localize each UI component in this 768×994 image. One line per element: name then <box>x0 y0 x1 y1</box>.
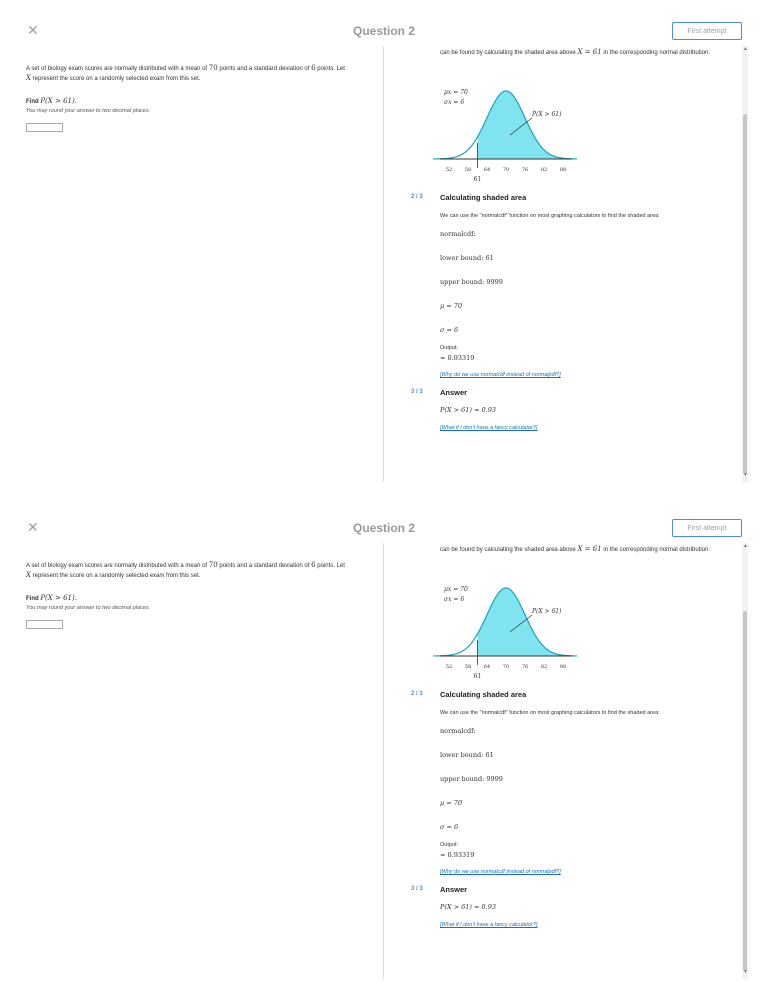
solution-intro: can be found by calculating the shaded area above X = 61 in the corresponding normal distribution: <box>440 545 711 553</box>
shaded-area <box>478 588 578 656</box>
header <box>0 0 768 46</box>
output-label: Output: <box>440 345 459 351</box>
tick-label: 58 <box>464 167 472 173</box>
marker-label: 61 <box>473 673 482 680</box>
question-title: Question 2 <box>352 24 415 38</box>
step-3-title: Answer <box>440 388 468 397</box>
tick-label: 64 <box>483 664 491 670</box>
output-value: ≈ 0.93319 <box>440 851 475 859</box>
find-prompt: Find P(X > 61). <box>26 594 77 602</box>
step-3-number: 3 / 3 <box>411 389 423 395</box>
answer-input[interactable] <box>26 620 63 629</box>
shaded-area <box>478 91 578 159</box>
tick-label: 64 <box>483 167 491 173</box>
scroll-down-icon[interactable]: ▼ <box>743 472 748 478</box>
mu-value: μ = 70 <box>440 799 463 807</box>
upper-bound: upper bound: 9999 <box>440 775 503 783</box>
sigma-value: σ = 6 <box>440 823 459 831</box>
prob-label: P(X > 61) <box>532 608 562 615</box>
fn-name: normalcdf: <box>440 230 476 238</box>
header <box>0 497 768 543</box>
output-value: ≈ 0.93319 <box>440 354 475 362</box>
rounding-hint: You may round your answer to two decimal places. <box>26 107 151 114</box>
divider <box>383 46 384 482</box>
mu-value: μ = 70 <box>440 302 463 310</box>
tick-label: 76 <box>521 167 529 173</box>
tick-label: 88 <box>559 664 567 670</box>
output-label: Output: <box>440 842 459 848</box>
scrollbar-thumb[interactable] <box>743 611 747 971</box>
tick-label: 82 <box>540 664 548 670</box>
fn-name: normalcdf: <box>440 727 476 735</box>
lower-bound: lower bound: 61 <box>440 751 494 759</box>
calculator-link[interactable]: [What if I don't have a fancy calculator?] <box>440 922 538 928</box>
step-2-title: Calculating shaded area <box>440 690 527 699</box>
prob-label: P(X > 61) <box>532 111 562 118</box>
rounding-hint: You may round your answer to two decimal places. <box>26 604 151 611</box>
problem-text: A set of biology exam scores are normally distributed with a mean of 70 points and a standard deviation of 6 points. Let X represent the score on a randomly selected exam from this set. Find P(X > 61). You may round your answer to two decimal places. <box>26 561 376 612</box>
sigma-value: σ = 6 <box>440 326 459 334</box>
final-answer: P(X > 61) ≈ 0.93 <box>440 406 496 414</box>
step-2-number: 2 / 3 <box>411 194 423 200</box>
step-2-text: We can use the "normalcdf" function on most graphing calculators to find the shaded area: <box>440 710 660 716</box>
answer-input[interactable] <box>26 123 63 132</box>
upper-bound: upper bound: 9999 <box>440 278 503 286</box>
tick-label: 52 <box>445 167 453 173</box>
step-3-title: Answer <box>440 885 468 894</box>
scroll-up-icon[interactable]: ▲ <box>743 543 748 549</box>
find-prompt: Find P(X > 61). <box>26 97 77 105</box>
scrollbar-thumb[interactable] <box>743 114 747 474</box>
tick-label: 70 <box>502 664 510 670</box>
tick-label: 76 <box>521 664 529 670</box>
sigma-label: σx = 6 <box>444 596 465 603</box>
normalcdf-link[interactable]: [Why do we use normalcdf instead of normalpdf?] <box>440 869 561 875</box>
tick-label: 82 <box>540 167 548 173</box>
attempt-button[interactable]: First attempt <box>672 519 742 537</box>
step-3-number: 3 / 3 <box>411 886 423 892</box>
mu-label: μx = 70 <box>444 89 468 96</box>
calculator-link[interactable]: [What if I don't have a fancy calculator?] <box>440 425 538 431</box>
attempt-button[interactable]: First attempt <box>672 22 742 40</box>
tick-label: 58 <box>464 664 472 670</box>
close-icon[interactable]: ✕ <box>27 22 39 38</box>
step-2-text: We can use the "normalcdf" function on most graphing calculators to find the shaded area: <box>440 213 660 219</box>
normalcdf-link[interactable]: [Why do we use normalcdf instead of normalpdf?] <box>440 372 561 378</box>
solution-intro: can be found by calculating the shaded area above X = 61 in the corresponding normal distribution: <box>440 48 711 56</box>
final-answer: P(X > 61) ≈ 0.93 <box>440 903 496 911</box>
question-title: Question 2 <box>352 521 415 535</box>
divider <box>383 543 384 979</box>
problem-text: A set of biology exam scores are normally distributed with a mean of 70 points and a standard deviation of 6 points. Let X represent the score on a randomly selected exam from this set. Find P(X > 61). You may round your answer to two decimal places. <box>26 64 376 115</box>
sigma-label: σx = 6 <box>444 99 465 106</box>
tick-label: 52 <box>445 664 453 670</box>
marker-label: 61 <box>473 176 482 183</box>
scroll-down-icon[interactable]: ▼ <box>743 969 748 975</box>
close-icon[interactable]: ✕ <box>27 519 39 535</box>
step-2-title: Calculating shaded area <box>440 193 527 202</box>
normal-distribution-chart <box>432 80 577 186</box>
mu-label: μx = 70 <box>444 586 468 593</box>
tick-label: 70 <box>502 167 510 173</box>
scroll-up-icon[interactable]: ▲ <box>743 46 748 52</box>
step-2-number: 2 / 3 <box>411 691 423 697</box>
normal-distribution-chart <box>432 577 577 683</box>
lower-bound: lower bound: 61 <box>440 254 494 262</box>
panel-bottom <box>0 497 768 994</box>
tick-label: 88 <box>559 167 567 173</box>
